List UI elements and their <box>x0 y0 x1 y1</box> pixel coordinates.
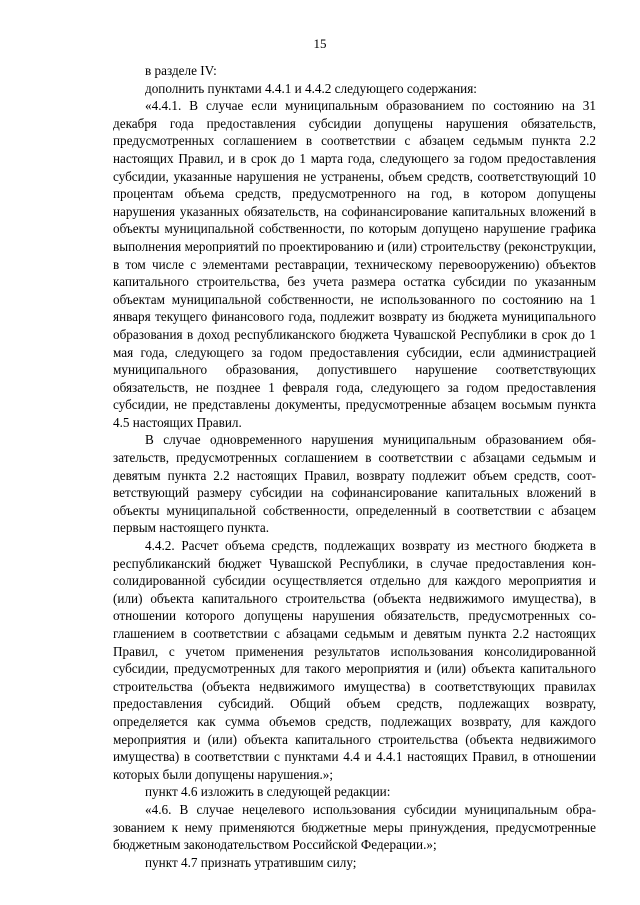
paragraph-clause-4-6-intro: пункт 4.6 изложить в следующей редакции: <box>145 784 391 800</box>
paragraph-clause-4-4-1-second: В случае одновременного нарушения муниципальным образованием обязательств, предусмотренных соглашением в соответствии с абзацами седьмым и девятым пункта 2.2 настоящих Правил, возврату подлежит объем средств, соответствующий размеру субсидии на софинансирование капитальных вложений в объекты муниципальной собственности, определенный в соответствии с абзацем первым настоящего пункта. <box>113 432 596 536</box>
page-number: 15 <box>313 36 327 51</box>
paragraph-clause-4-4-2: 4.4.2. Расчет объема средств, подлежащих возврату из местного бюджета в республиканский бюджет Чувашской Республики, в случае предоставления консолидированной субсидии осуществляется отдельно для каждого мероприятия и (или) объекта капитального строительства (объекта недвижимого имущества), в отношении которого допущены нарушения обязательств, предусмотренных соглашением в соответствии с абзацами седьмым и девятым пункта 2.2 настоящих Правил, с учетом применения результатов использования консолидированной субсидии, предусмотренных для такого мероприятия и (или) объекта капитального строительства (объекта недвижимого имущества) в соответствующих правилах предоставления субсидий. Общий объем средств, подлежащих возврату, определяется как сумма объемов средств, подлежащих возврату, для каждого мероприятия и (или) объекта капитального строительства (объекта недвижимого имущества) в соответствии с пунктами 4.4 и 4.4.1 настоящих Правил, в отношении которых были допущены нарушения.»; <box>113 538 596 782</box>
document-body <box>113 62 596 871</box>
paragraph-clause-4-7: пункт 4.7 признать утратившим силу; <box>145 854 357 870</box>
paragraph-clause-4-6: «4.6. В случае нецелевого использования субсидии муниципальным образованием к нему применяются бюджетные меры принуждения, предусмотренные бюджетным законодательством Российской Федерации.»; <box>113 801 596 853</box>
paragraph-clause-4-4-1: «4.4.1. В случае если муниципальным образованием по состоянию на 31 декабря года предоставления субсидии допущены нарушения обязательств, предусмотренных соглашением в соответствии с абзацем седьмым пункта 2.2 настоящих Правил, и в срок до 1 марта года, следующего за годом предоставления субсидии, указанные нарушения не устранены, объем средств, соответствующий 10 процентам объема средств, предусмотренного на год, в котором допущены нарушения указанных обязательств, на софинансирование капитальных вложений в объекты муниципальной собственности, по которым допущено нарушение графика выполнения мероприятий по проектированию и (или) строительству (реконструкции, в том числе с элементами реставрации, техническому перевооружению) объектов капитального строительства, без учета размера остатка субсидии по указанным объектам муниципальной собственности, не использованного по состоянию на 1 января текущего финансового года, подлежит возврату из бюджета муниципального образования в доход республиканского бюджета Чувашской Республики в срок до 1 мая года, следующего за годом предоставления субсидии, если администрацией муниципального образования, допустившего нарушение соответствующих обязательств, не позднее 1 февраля года, следующего за годом предоставления субсидии, не представлены документы, предусмотренные абзацем восьмым пункта 4.5 настоящих Правил. <box>113 98 596 430</box>
paragraph-amendment-intro: дополнить пунктами 4.4.1 и 4.4.2 следующего содержания: <box>145 80 477 96</box>
paragraph-section-heading: в разделе IV: <box>145 63 217 78</box>
